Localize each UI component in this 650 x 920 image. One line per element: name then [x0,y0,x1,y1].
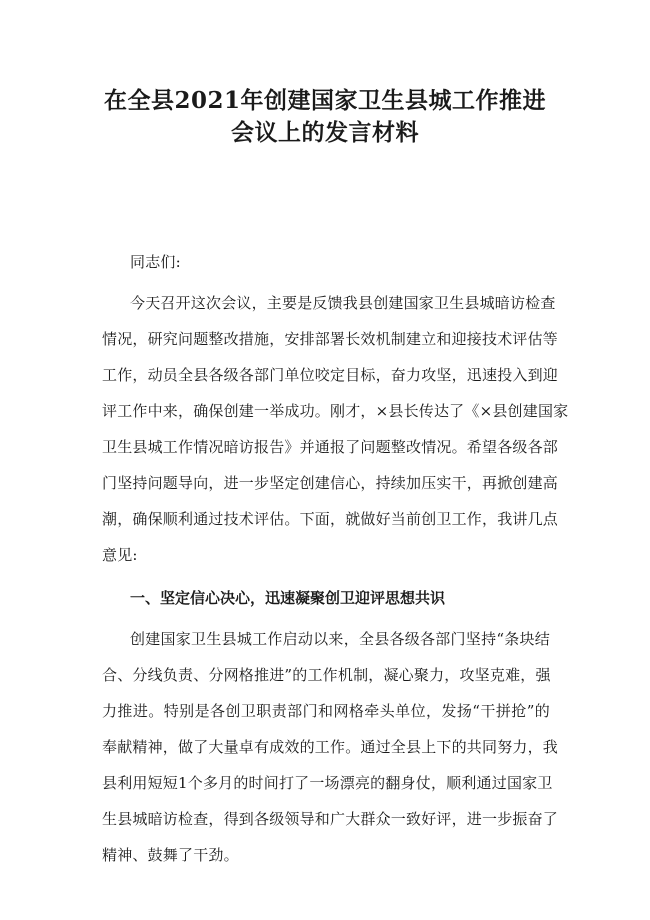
paragraph-2-line: 创建国家卫生县城工作启动以来，全县各级各部门坚持“条块结 [130,630,550,648]
paragraph-1-line: 门坚持问题导向，进一步坚定创建信心，持续加压实干，再掀创建高 [102,474,559,492]
paragraph-1-line: 卫生县城工作情况暗访报告》并通报了问题整改情况。希望各级各部 [102,438,559,456]
salutation: 同志们: [130,253,181,271]
paragraph-1-line: 工作，动员全县各级各部门单位咬定目标，奋力攻坚，迅速投入到迎 [102,366,559,384]
paragraph-2-line: 合、分线负责、分网格推进”的工作机制，凝心聚力，攻坚克难，强 [102,666,551,684]
paragraph-1-line: 意见: [102,546,138,564]
paragraph-2-line: 力推进。特别是各创卫职责部门和网格牵头单位，发扬“干拼抢”的 [102,702,550,720]
paragraph-1-line: 潮，确保顺利通过技术评估。下面，就做好当前创卫工作，我讲几点 [102,510,559,528]
document-title-line-2: 会议上的发言材料 [231,119,419,146]
paragraph-2-line: 奉献精神，做了大量卓有成效的工作。通过全县上下的共同努力，我 [102,738,559,756]
paragraph-1-line: 情况，研究问题整改措施，安排部署长效机制建立和迎接技术评估等 [102,330,559,348]
paragraph-2-line: 精神、鼓舞了干劲。 [102,846,239,864]
document-title-line-1: 在全县2021年创建国家卫生县城工作推进 [103,87,546,114]
paragraph-1-line: 今天召开这次会议，主要是反馈我县创建国家卫生县城暗访检查 [130,294,556,312]
section-1-heading: 一、坚定信心决心，迅速凝聚创卫迎评思想共识 [130,589,446,607]
paragraph-1-line: 评工作中来，确保创建一举成功。刚才，×县长传达了《×县创建国家 [102,402,569,420]
paragraph-2-line: 县利用短短1个多月的时间打了一场漂亮的翻身仗，顺利通过国家卫 [102,774,553,792]
paragraph-2-line: 生县城暗访检查，得到各级领导和广大群众一致好评，进一步振奋了 [102,810,559,828]
